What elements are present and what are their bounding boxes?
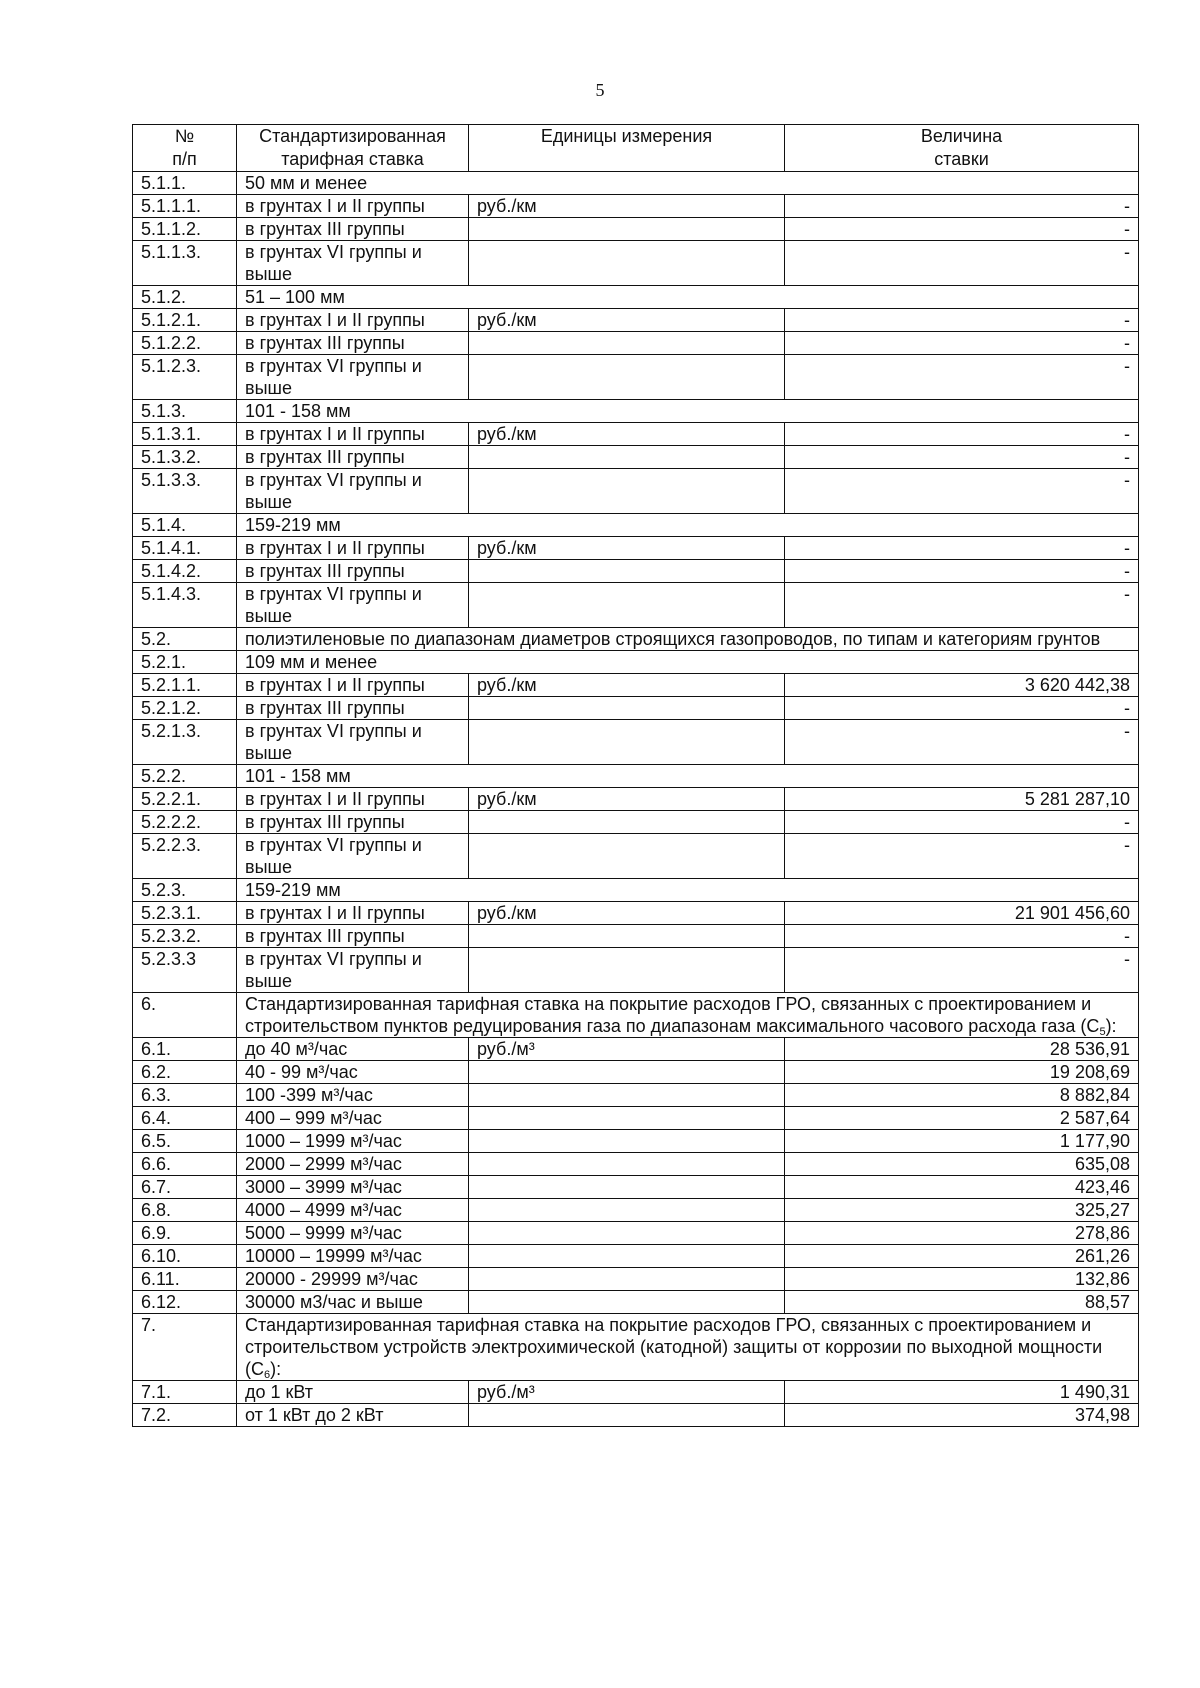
rate-value: 8 882,84 bbox=[785, 1084, 1139, 1107]
row-number: 5.1.3.2. bbox=[133, 446, 237, 469]
row-number: 6.9. bbox=[133, 1222, 237, 1245]
rate-name: до 40 м³/час bbox=[237, 1038, 469, 1061]
rate-name: в грунтах III группы bbox=[237, 925, 469, 948]
table-row bbox=[133, 195, 1139, 218]
rate-value: - bbox=[785, 309, 1139, 332]
table-header-row bbox=[133, 125, 1139, 172]
rate-name: в грунтах III группы bbox=[237, 332, 469, 355]
rate-name: от 1 кВт до 2 кВт bbox=[237, 1404, 469, 1427]
header-number: № п/п bbox=[133, 125, 237, 172]
section-row bbox=[133, 628, 1139, 651]
unit-cell bbox=[469, 1268, 785, 1291]
unit-cell: руб./м³ bbox=[469, 1038, 785, 1061]
unit-cell bbox=[469, 1153, 785, 1176]
table-row bbox=[133, 697, 1139, 720]
rate-name: 1000 – 1999 м³/час bbox=[237, 1130, 469, 1153]
row-number: 6.12. bbox=[133, 1291, 237, 1314]
rate-value: 132,86 bbox=[785, 1268, 1139, 1291]
row-number: 6.11. bbox=[133, 1268, 237, 1291]
rate-value: - bbox=[785, 355, 1139, 400]
rate-value: 325,27 bbox=[785, 1199, 1139, 1222]
table-row bbox=[133, 720, 1139, 765]
rate-name: в грунтах VI группы и выше bbox=[237, 241, 469, 286]
row-number: 5.1.3. bbox=[133, 400, 237, 423]
unit-cell bbox=[469, 218, 785, 241]
rate-value: 635,08 bbox=[785, 1153, 1139, 1176]
unit-cell: руб./км bbox=[469, 195, 785, 218]
rate-name: 10000 – 19999 м³/час bbox=[237, 1245, 469, 1268]
rate-name: в грунтах I и II группы bbox=[237, 423, 469, 446]
rate-name: 5000 – 9999 м³/час bbox=[237, 1222, 469, 1245]
unit-cell bbox=[469, 332, 785, 355]
unit-cell: руб./км bbox=[469, 788, 785, 811]
rate-value: 374,98 bbox=[785, 1404, 1139, 1427]
rate-name: в грунтах I и II группы bbox=[237, 674, 469, 697]
row-number: 5.2.3.3 bbox=[133, 948, 237, 993]
row-number: 6.1. bbox=[133, 1038, 237, 1061]
table-row bbox=[133, 1084, 1139, 1107]
rate-name: 2000 – 2999 м³/час bbox=[237, 1153, 469, 1176]
row-number: 5.2.3.1. bbox=[133, 902, 237, 925]
rate-value: - bbox=[785, 834, 1139, 879]
table-row bbox=[133, 218, 1139, 241]
row-number: 5.2.3.2. bbox=[133, 925, 237, 948]
row-number: 5.2.1.2. bbox=[133, 697, 237, 720]
table-row bbox=[133, 469, 1139, 514]
table-row bbox=[133, 1199, 1139, 1222]
rate-name: в грунтах VI группы и выше bbox=[237, 583, 469, 628]
rate-value: 28 536,91 bbox=[785, 1038, 1139, 1061]
unit-cell bbox=[469, 720, 785, 765]
row-number: 5.2.2.1. bbox=[133, 788, 237, 811]
section-title: Стандартизированная тарифная ставка на покрытие расходов ГРО, связанных с проектированием и строительством устройств электрохимической (катодной) защиты от коррозии по выходной мощности $(С_6)$: bbox=[237, 1314, 1139, 1381]
row-number: 5.1.1.2. bbox=[133, 218, 237, 241]
rate-value: 261,26 bbox=[785, 1245, 1139, 1268]
table-row bbox=[133, 1130, 1139, 1153]
rate-value: - bbox=[785, 195, 1139, 218]
row-number: 6. bbox=[133, 993, 237, 1038]
section-title: 159-219 мм bbox=[237, 514, 1139, 537]
rate-name: в грунтах VI группы и выше bbox=[237, 720, 469, 765]
table-row bbox=[133, 1153, 1139, 1176]
table-row bbox=[133, 537, 1139, 560]
table-row bbox=[133, 355, 1139, 400]
row-number: 5.1.2.1. bbox=[133, 309, 237, 332]
row-number: 5.1.1.1. bbox=[133, 195, 237, 218]
row-number: 5.2. bbox=[133, 628, 237, 651]
rate-value: 2 587,64 bbox=[785, 1107, 1139, 1130]
rate-value: - bbox=[785, 446, 1139, 469]
row-number: 5.2.3. bbox=[133, 879, 237, 902]
row-number: 5.2.1.3. bbox=[133, 720, 237, 765]
rate-value: - bbox=[785, 537, 1139, 560]
rate-value: - bbox=[785, 241, 1139, 286]
table-row bbox=[133, 1404, 1139, 1427]
section-row bbox=[133, 879, 1139, 902]
table-row bbox=[133, 1291, 1139, 1314]
row-number: 6.3. bbox=[133, 1084, 237, 1107]
rate-name: в грунтах I и II группы bbox=[237, 195, 469, 218]
rate-name: до 1 кВт bbox=[237, 1381, 469, 1404]
unit-cell: руб./км bbox=[469, 902, 785, 925]
table-row bbox=[133, 423, 1139, 446]
section-row bbox=[133, 765, 1139, 788]
rate-name: в грунтах VI группы и выше bbox=[237, 355, 469, 400]
header-value: Величина ставки bbox=[785, 125, 1139, 172]
section-title: 159-219 мм bbox=[237, 879, 1139, 902]
table-row bbox=[133, 1268, 1139, 1291]
row-number: 5.1.3.1. bbox=[133, 423, 237, 446]
row-number: 5.1.3.3. bbox=[133, 469, 237, 514]
section-title: 101 - 158 мм bbox=[237, 765, 1139, 788]
rate-name: 4000 – 4999 м³/час bbox=[237, 1199, 469, 1222]
rate-value: 278,86 bbox=[785, 1222, 1139, 1245]
table-row bbox=[133, 583, 1139, 628]
row-number: 6.8. bbox=[133, 1199, 237, 1222]
unit-cell bbox=[469, 1291, 785, 1314]
table-row bbox=[133, 560, 1139, 583]
rate-name: в грунтах III группы bbox=[237, 697, 469, 720]
rate-value: - bbox=[785, 332, 1139, 355]
table-row bbox=[133, 834, 1139, 879]
rate-name: 20000 - 29999 м³/час bbox=[237, 1268, 469, 1291]
row-number: 5.1.1.3. bbox=[133, 241, 237, 286]
rate-name: в грунтах III группы bbox=[237, 811, 469, 834]
table-row bbox=[133, 446, 1139, 469]
rate-value: 423,46 bbox=[785, 1176, 1139, 1199]
row-number: 5.2.2. bbox=[133, 765, 237, 788]
rate-value: 1 177,90 bbox=[785, 1130, 1139, 1153]
unit-cell bbox=[469, 697, 785, 720]
row-number: 5.1.4.3. bbox=[133, 583, 237, 628]
row-number: 5.1.4. bbox=[133, 514, 237, 537]
unit-cell bbox=[469, 1199, 785, 1222]
table-row bbox=[133, 788, 1139, 811]
rate-name: в грунтах III группы bbox=[237, 218, 469, 241]
rate-value: 3 620 442,38 bbox=[785, 674, 1139, 697]
row-number: 5.1.2.2. bbox=[133, 332, 237, 355]
unit-cell bbox=[469, 1222, 785, 1245]
rate-name: в грунтах III группы bbox=[237, 560, 469, 583]
rate-value: - bbox=[785, 583, 1139, 628]
unit-cell bbox=[469, 355, 785, 400]
rate-name: в грунтах VI группы и выше bbox=[237, 948, 469, 993]
rate-value: 1 490,31 bbox=[785, 1381, 1139, 1404]
unit-cell bbox=[469, 1084, 785, 1107]
rate-value: 5 281 287,10 bbox=[785, 788, 1139, 811]
table-row bbox=[133, 674, 1139, 697]
section-row bbox=[133, 1314, 1139, 1381]
table-row bbox=[133, 1038, 1139, 1061]
row-number: 5.2.2.3. bbox=[133, 834, 237, 879]
rate-name: в грунтах I и II группы bbox=[237, 309, 469, 332]
row-number: 7.2. bbox=[133, 1404, 237, 1427]
row-number: 5.1.4.2. bbox=[133, 560, 237, 583]
unit-cell: руб./км bbox=[469, 674, 785, 697]
table-row bbox=[133, 1245, 1139, 1268]
table-row bbox=[133, 925, 1139, 948]
rate-value: - bbox=[785, 560, 1139, 583]
unit-cell bbox=[469, 948, 785, 993]
rate-value: - bbox=[785, 423, 1139, 446]
row-number: 6.5. bbox=[133, 1130, 237, 1153]
rate-name: 30000 м3/час и выше bbox=[237, 1291, 469, 1314]
rate-name: в грунтах I и II группы bbox=[237, 902, 469, 925]
row-number: 6.4. bbox=[133, 1107, 237, 1130]
row-number: 6.6. bbox=[133, 1153, 237, 1176]
row-number: 6.2. bbox=[133, 1061, 237, 1084]
unit-cell: руб./км bbox=[469, 423, 785, 446]
rate-name: в грунтах I и II группы bbox=[237, 788, 469, 811]
header-unit: Единицы измерения bbox=[469, 125, 785, 172]
row-number: 5.1.4.1. bbox=[133, 537, 237, 560]
unit-cell bbox=[469, 1176, 785, 1199]
row-number: 6.7. bbox=[133, 1176, 237, 1199]
rate-value: - bbox=[785, 697, 1139, 720]
section-row bbox=[133, 514, 1139, 537]
rate-name: в грунтах VI группы и выше bbox=[237, 834, 469, 879]
unit-cell: руб./км bbox=[469, 537, 785, 560]
unit-cell bbox=[469, 1107, 785, 1130]
rate-value: - bbox=[785, 925, 1139, 948]
row-number: 5.1.2.3. bbox=[133, 355, 237, 400]
rate-value: - bbox=[785, 469, 1139, 514]
section-title: полиэтиленовые по диапазонам диаметров строящихся газопроводов, по типам и категориям грунтов bbox=[237, 628, 1139, 651]
table-row bbox=[133, 1222, 1139, 1245]
table-row bbox=[133, 948, 1139, 993]
row-number: 5.2.1.1. bbox=[133, 674, 237, 697]
row-number: 5.1.1. bbox=[133, 172, 237, 195]
section-row bbox=[133, 651, 1139, 674]
rate-value: - bbox=[785, 218, 1139, 241]
rate-name: 100 -399 м³/час bbox=[237, 1084, 469, 1107]
tariff-table bbox=[132, 124, 1139, 1427]
unit-cell bbox=[469, 1404, 785, 1427]
table-row bbox=[133, 1107, 1139, 1130]
unit-cell bbox=[469, 446, 785, 469]
rate-name: в грунтах III группы bbox=[237, 446, 469, 469]
rate-name: 3000 – 3999 м³/час bbox=[237, 1176, 469, 1199]
table-row bbox=[133, 241, 1139, 286]
table-row bbox=[133, 332, 1139, 355]
unit-cell bbox=[469, 583, 785, 628]
unit-cell bbox=[469, 560, 785, 583]
unit-cell bbox=[469, 1130, 785, 1153]
section-title: 51 – 100 мм bbox=[237, 286, 1139, 309]
rate-value: - bbox=[785, 948, 1139, 993]
page-number: 5 bbox=[595, 80, 605, 100]
unit-cell bbox=[469, 1245, 785, 1268]
table-row bbox=[133, 811, 1139, 834]
rate-name: в грунтах VI группы и выше bbox=[237, 469, 469, 514]
section-row bbox=[133, 993, 1139, 1038]
table-row bbox=[133, 1176, 1139, 1199]
rate-name: 40 - 99 м³/час bbox=[237, 1061, 469, 1084]
table-row bbox=[133, 309, 1139, 332]
row-number: 7. bbox=[133, 1314, 237, 1381]
section-title: 109 мм и менее bbox=[237, 651, 1139, 674]
rate-value: - bbox=[785, 811, 1139, 834]
section-title: 50 мм и менее bbox=[237, 172, 1139, 195]
table-row bbox=[133, 1381, 1139, 1404]
header-rate-name: Стандартизированная тарифная ставка bbox=[237, 125, 469, 172]
unit-cell bbox=[469, 241, 785, 286]
rate-name: 400 – 999 м³/час bbox=[237, 1107, 469, 1130]
rate-value: - bbox=[785, 720, 1139, 765]
table-row bbox=[133, 902, 1139, 925]
unit-cell: руб./км bbox=[469, 309, 785, 332]
rate-value: 19 208,69 bbox=[785, 1061, 1139, 1084]
unit-cell bbox=[469, 811, 785, 834]
rate-value: 21 901 456,60 bbox=[785, 902, 1139, 925]
unit-cell bbox=[469, 1061, 785, 1084]
rate-value: 88,57 bbox=[785, 1291, 1139, 1314]
unit-cell bbox=[469, 469, 785, 514]
unit-cell bbox=[469, 834, 785, 879]
unit-cell: руб./м³ bbox=[469, 1381, 785, 1404]
section-row bbox=[133, 400, 1139, 423]
unit-cell bbox=[469, 925, 785, 948]
row-number: 6.10. bbox=[133, 1245, 237, 1268]
row-number: 5.1.2. bbox=[133, 286, 237, 309]
row-number: 7.1. bbox=[133, 1381, 237, 1404]
rate-name: в грунтах I и II группы bbox=[237, 537, 469, 560]
section-title: Стандартизированная тарифная ставка на покрытие расходов ГРО, связанных с проектированием и строительством пунктов редуцирования газа по диапазонам максимального часового расхода газа $(С_5)$: bbox=[237, 993, 1139, 1038]
section-row bbox=[133, 286, 1139, 309]
table-row bbox=[133, 1061, 1139, 1084]
row-number: 5.2.1. bbox=[133, 651, 237, 674]
section-row bbox=[133, 172, 1139, 195]
row-number: 5.2.2.2. bbox=[133, 811, 237, 834]
section-title: 101 - 158 мм bbox=[237, 400, 1139, 423]
